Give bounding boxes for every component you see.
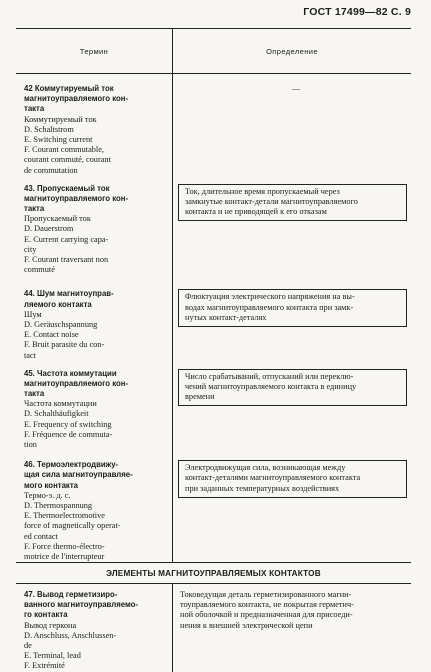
table-body [16,74,411,562]
term-line: D. Dauerstrom [24,224,74,234]
definition-line: тоуправляемого контакта, не покрытая герметич- [180,600,354,610]
term-title: 46. Термоэлектродвижу- [24,460,119,470]
term-line: D. Schalthäufigkeit [24,409,89,419]
term-line: Термо-э. д. с. [24,490,71,500]
term-cell [16,369,172,451]
definition-line: Ток, длительное время пропускаемый через [185,186,340,196]
term-title: ляемого контакта [24,299,92,309]
term-line: Частота коммутации [24,399,97,409]
definition-line: ной оболочкой и предназначенная для присоеди- [180,610,353,620]
term-line: commuté [24,265,55,275]
definition-cell [172,460,411,562]
table-row [16,450,411,562]
term-title: 42 Коммутируемый ток [24,84,114,93]
term-line: F. Force thermo-électro- [24,541,105,551]
column-header-terms: Термин [16,29,173,73]
page-header: ГОСТ 17499—82 С. 9 [303,6,411,18]
definition-cell [172,184,411,276]
terms-table [16,28,411,672]
definition-box [178,184,407,222]
table-row [16,74,411,176]
term-line: E. Current carrying capa- [24,234,109,244]
term-line: force of magnetically operat- [24,521,121,531]
definition-line: водах магнитоуправляемого контакта при замк- [185,302,354,312]
definition-line: чений магнитоуправляемого контакта в единицу [185,381,357,391]
term-cell [16,590,172,672]
term-line: de commutation [24,165,78,175]
table-row [16,176,411,276]
definition-line: замкнутые контакт-детали магнитоуправляемого [185,196,358,206]
term-line: courant commuté, courant [24,155,111,165]
definition-cell [172,369,411,451]
term-cell [16,184,172,276]
term-line: ed contact [24,531,58,541]
term-title: такта [24,104,45,114]
term-line: Шум [24,309,42,319]
term-line: E. Frequency of switching [24,419,112,429]
term-line: motrice de l'interrupteur [24,551,105,561]
definition-line: Токоведущая деталь герметизированного магни- [180,590,352,600]
term-cell [16,460,172,562]
definition-box [178,460,407,498]
term-line: F. Courant traversant non [24,255,109,264]
term-title: мого контакта [24,480,78,490]
term-cell [16,84,172,176]
table-body-section [16,584,411,672]
term-title: магнитоуправляемого кон- [24,94,129,104]
term-line: Пропускаемый ток [24,214,91,224]
definition-cell [172,84,411,176]
term-line: F. Extrémité [24,661,65,671]
term-title: 47. Вывод герметизиро- [24,590,118,600]
table-row [16,275,411,360]
definition-box [178,289,407,327]
term-line: tact [24,350,36,360]
definition-cell [172,289,411,360]
definition-box [178,369,407,407]
term-line: city [24,244,37,254]
term-line: F. Fréquence de commuta- [24,429,113,439]
term-line: F. Courant commutable, [24,145,104,155]
term-line: E. Switching current [24,134,93,144]
definition-line: нения к внешней электрической цепи [180,620,313,630]
term-line: Вывод геркона [24,620,77,630]
column-header-definition: Определение [266,46,318,56]
term-title: 45. Частота коммутации [24,368,117,378]
term-cell [16,289,172,360]
term-line: D. Thermospannung [24,500,93,510]
definition-line: Флюктуация электрического напряжения на вы- [185,292,355,302]
definition-cell [172,590,411,672]
term-title: го контакта [24,610,68,620]
term-line: D. Schaltstrom [24,124,74,134]
term-line: tion [24,440,37,449]
table-row [16,584,411,672]
definition-line: Электродвижущая сила, возникающая между [185,463,346,473]
term-line: F. Bruit parasite du con- [24,340,105,350]
term-line: de [24,641,32,650]
term-line: E. Terminal, lead [24,651,81,661]
term-line: Коммутируемый ток [24,114,97,124]
definition-line: нутых контакт-деталях [185,312,267,322]
term-title: магнитоуправляемого кон- [24,193,129,203]
definition-line: времени [185,392,215,402]
definition-dash: — [292,84,301,93]
definition-line: Число срабатываний, отпусканий или переклю- [185,371,354,381]
term-title: 43. Пропускаемый ток [24,183,110,193]
definition-line: контакт-деталями магнитоуправляемого контакта [185,473,361,483]
section-heading: ЭЛЕМЕНТЫ МАГНИТОУПРАВЛЯЕМЫХ КОНТАКТОВ [16,562,411,584]
term-line: E. Contact noise [24,330,79,340]
term-title: ванного магнитоуправляемо- [24,600,139,610]
definition-line: контакта и не приводящей к его отказам [185,207,327,217]
table-row [16,361,411,451]
term-line: D. Anschluss, Anschlussen- [24,630,117,640]
term-line: D. Geräuschspannung [24,319,98,329]
table-header [16,29,411,74]
term-title: такта [24,389,45,399]
term-title: такта [24,204,45,214]
term-title: магнитоуправляемого кон- [24,378,129,388]
term-line: E. Thermoelectromotive [24,511,105,521]
definition-line: при заданных температурных воздействиях [185,483,340,493]
term-title: щая сила магнитоуправляе- [24,470,133,480]
term-title: 44. Шум магнитоуправ- [24,289,114,299]
